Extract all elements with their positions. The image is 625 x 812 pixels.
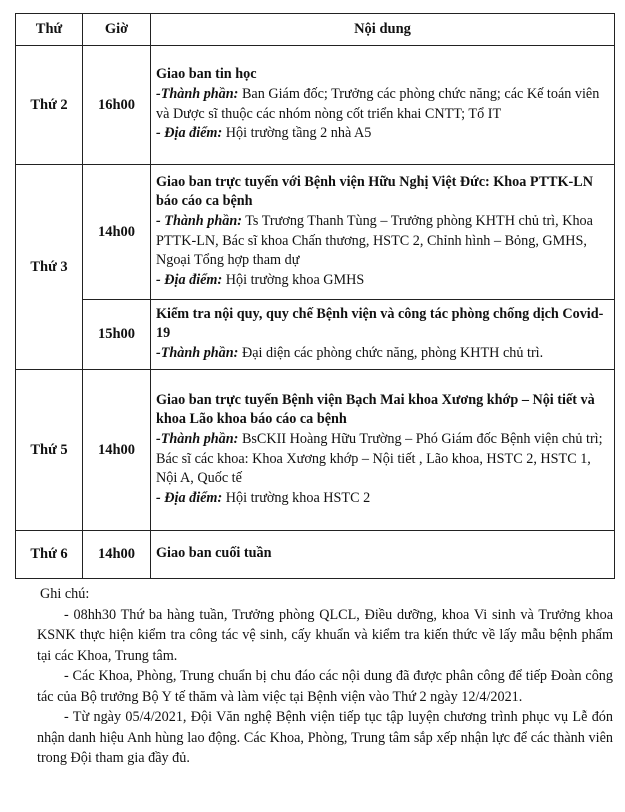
event-title: Giao ban tin học (156, 66, 257, 83)
content-cell (151, 46, 615, 165)
weekly-schedule-table (15, 13, 615, 579)
participants-text: BsCKII Hoàng Hữu Trường – Phó Giám đốc Bệnh viện chủ trì; Bác sĩ các khoa: Khoa Xương khớp – Nội tiết , Lão khoa, HSTC 2, HSTC 1, Nội A, Quốc tế (156, 430, 603, 487)
participants-text: Ban Giám đốc; Trưởng các phòng chức năng; các Kế toán viên và Dược sĩ thuộc các nhóm nòng cốt triển khai CNTT; Tổ IT (156, 85, 600, 122)
location-text: Hội trường tầng 2 nhà A5 (222, 125, 372, 142)
event-title: Kiểm tra nội quy, quy chế Bệnh viện và công tác phòng chống dịch Covid-19 (156, 305, 604, 342)
event-location (156, 489, 610, 509)
participants-label: -Thành phần: (156, 85, 239, 102)
location-label: - Địa điểm: (156, 125, 223, 142)
participants-label: - Thành phần: (156, 212, 242, 229)
notes-section (37, 584, 613, 769)
event-location (156, 124, 610, 144)
day-cell: Thứ 5 (16, 370, 83, 531)
table-row (16, 370, 615, 531)
event-title: Giao ban trực tuyến với Bệnh viện Hữu Nghị Việt Đức: Khoa PTTK-LN báo cáo ca bệnh (156, 173, 593, 210)
table-row (16, 165, 615, 300)
table-header-row (16, 14, 615, 46)
header-time: Giờ (83, 14, 151, 46)
location-label: - Địa điểm: (156, 489, 223, 506)
event-participants (156, 85, 610, 124)
location-label: - Địa điểm: (156, 271, 223, 288)
content-cell (151, 531, 615, 579)
event-location (156, 271, 610, 291)
day-cell: Thứ 6 (16, 531, 83, 579)
event-participants (156, 212, 610, 271)
header-content: Nội dung (151, 14, 615, 46)
content-cell (151, 300, 615, 370)
note-item: - Các Khoa, Phòng, Trung chuẩn bị chu đáo các nội dung đã được phân công để tiếp Đoàn công tác của Bộ trưởng Bộ Y tế thăm và làm việc tại Bệnh viện vào Thứ 2 ngày 12/4/2021. (37, 668, 613, 705)
event-participants (156, 430, 610, 489)
time-cell: 14h00 (83, 165, 151, 300)
participants-label: -Thành phần: (156, 430, 239, 447)
content-cell (151, 165, 615, 300)
day-cell: Thứ 3 (16, 165, 83, 370)
participants-text: Đại diện các phòng chức năng, phòng KHTH chủ trì. (238, 344, 544, 361)
time-cell: 15h00 (83, 300, 151, 370)
time-cell: 14h00 (83, 531, 151, 579)
location-text: Hội trường khoa HSTC 2 (222, 489, 371, 506)
event-participants (156, 344, 610, 364)
participants-label: -Thành phần: (156, 344, 239, 361)
notes-heading: Ghi chú: (40, 586, 90, 602)
note-item: - Từ ngày 05/4/2021, Đội Văn nghệ Bệnh viện tiếp tục tập luyện chương trình phục vụ Lễ đón nhận danh hiệu Anh hùng lao động. Các Khoa, Phòng, Trung tâm sắp xếp nhận lực để các thành viên trong Đội tham gia đầy đủ. (37, 709, 613, 766)
note-item: - 08hh30 Thứ ba hàng tuần, Trưởng phòng QLCL, Điều dưỡng, khoa Vi sinh và Trưởng khoa KSNK thực hiện kiểm tra công tác vệ sinh, cấy khuẩn và kiểm tra kiến thức về lấy mẫu bệnh phẩm tại các Khoa, Trung tâm. (37, 606, 613, 664)
day-cell: Thứ 2 (16, 46, 83, 165)
table-row (16, 46, 615, 165)
event-title: Giao ban cuối tuần (156, 545, 272, 562)
content-cell (151, 370, 615, 531)
header-day: Thứ (16, 14, 83, 46)
location-text: Hội trường khoa GMHS (222, 271, 365, 288)
participants-text: Ts Trương Thanh Tùng – Trưởng phòng KHTH chủ trì, Khoa PTTK-LN, Bác sĩ khoa Chấn thương, HSTC 2, Chỉnh hình – Bỏng, GMHS, Ngoại Tổng hợp tham dự (156, 212, 593, 269)
table-row (16, 531, 615, 579)
time-cell: 16h00 (83, 46, 151, 165)
time-cell: 14h00 (83, 370, 151, 531)
event-title: Giao ban trực tuyến Bệnh viện Bạch Mai khoa Xương khớp – Nội tiết và khoa Lão khoa báo cáo ca bệnh (156, 391, 595, 428)
table-row (16, 300, 615, 370)
